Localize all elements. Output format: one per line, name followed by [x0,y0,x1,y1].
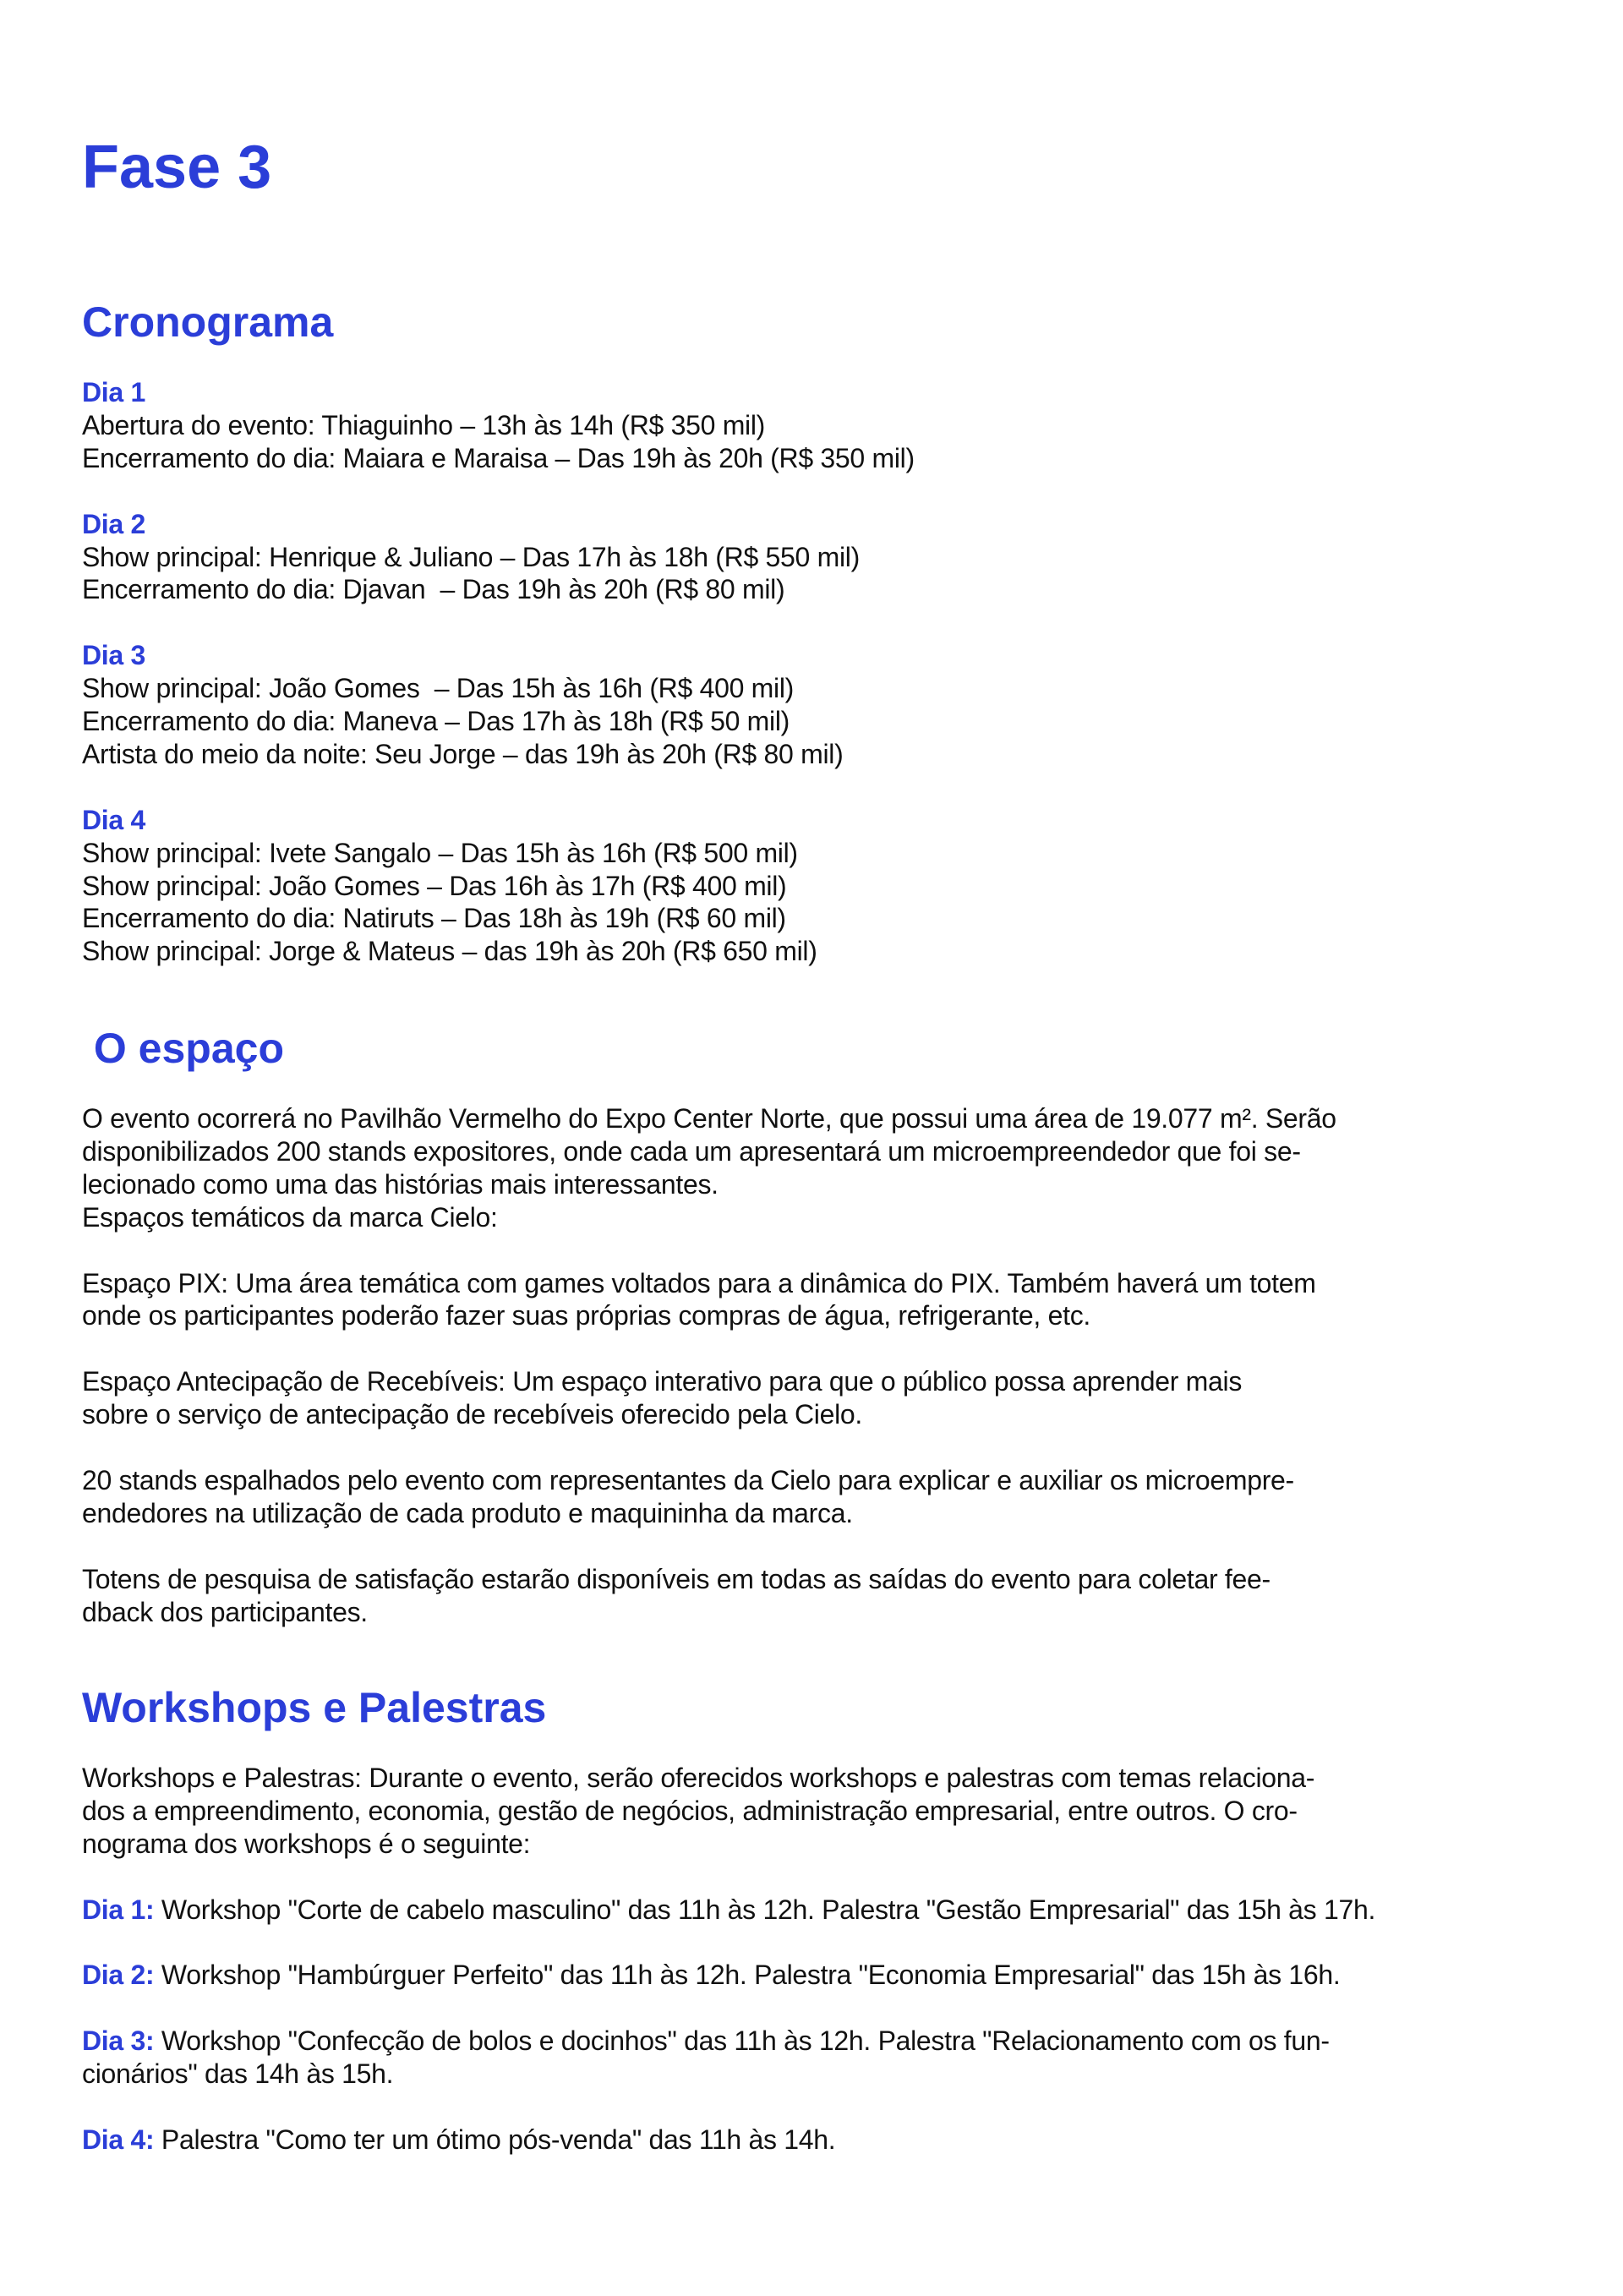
paragraph-line: Workshops e Palestras: Durante o evento, serão oferecidos workshops e palestras com temas relaciona- [82,1763,1315,1793]
paragraph-line: disponibilizados 200 stands expositores, onde cada um apresentará um microempreendedor que foi se- [82,1135,1301,1167]
workshop-text: Workshop "Hambúrguer Perfeito" das 11h às 12h. Palestra "Economia Empresarial" das 15h às 16h. [154,1960,1341,1991]
workshop-day-line [82,2124,1553,2157]
day-label: Dia 4: [82,2124,155,2155]
blank-line [82,1927,1553,1960]
schedule-item: Encerramento do dia: Djavan – Das 19h às 20h (R$ 80 mil) [82,574,785,605]
paragraph-line: dos a empreendimento, economia, gestão de negócios, administração empresarial, entre outros. O cro- [82,1795,1298,1826]
day-label: Dia 2 [82,508,145,539]
paragraph-line: dback dos participantes. [82,1596,368,1627]
day-label: Dia 3: [82,2025,155,2057]
cronograma-schedule [82,376,1553,968]
paragraph-line [82,1332,1553,1365]
paragraph-line: Espaço Antecipação de Recebíveis: Um espaço interativo para que o público possa aprender mais [82,1366,1243,1397]
schedule-item: Show principal: Henrique & Juliano – Das 17h às 18h (R$ 550 mil) [82,541,860,572]
blank-line [82,606,1553,639]
day-label: Dia 1: [82,1894,155,1925]
page-title: Fase 3 [82,134,272,201]
day-label: Dia 3 [82,640,145,671]
paragraph-line [82,1431,1553,1464]
paragraph-line [82,1234,1553,1267]
schedule-item: Encerramento do dia: Maiara e Maraisa – Das 19h às 20h (R$ 350 mil) [82,442,915,473]
schedule-item: Artista do meio da noite: Seu Jorge – das 19h às 20h (R$ 80 mil) [82,738,844,769]
schedule-item: Encerramento do dia: Natiruts – Das 18h às 19h (R$ 60 mil) [82,903,786,934]
paragraph-line: onde os participantes poderão fazer suas próprias compras de água, refrigerante, etc. [82,1300,1090,1331]
paragraph-line: lecionado como uma das histórias mais interessantes. [82,1168,719,1200]
paragraph-line: sobre o serviço de antecipação de recebíveis oferecido pela Cielo. [82,1399,862,1430]
paragraph-line: nograma dos workshops é o seguinte: [82,1828,531,1859]
paragraph-line: O evento ocorrerá no Pavilhão Vermelho do Expo Center Norte, que possui uma área de 19.077 m². Serão [82,1103,1336,1134]
blank-line [82,475,1553,508]
workshop-text: cionários" das 14h às 15h. [82,2058,394,2090]
paragraph-line: Espaços temáticos da marca Cielo: [82,1201,498,1233]
day-label: Dia 2: [82,1960,155,1991]
workshops-text [82,1762,1553,2157]
workshop-text: Palestra "Como ter um ótimo pós-venda" das 11h às 14h. [154,2124,836,2155]
espaco-heading: O espaço [82,1025,284,1072]
cronograma-heading: Cronograma [82,298,334,346]
workshop-text: Workshop "Corte de cabelo masculino" das 11h às 12h. Palestra "Gestão Empresarial" das 15h às 17h. [154,1894,1376,1925]
blank-line [82,1992,1553,2025]
schedule-item: Show principal: Jorge & Mateus – das 19h às 20h (R$ 650 mil) [82,936,817,967]
workshop-text: Workshop "Confecção de bolos e docinhos" das 11h às 12h. Palestra "Relacionamento com os fun- [154,2025,1330,2057]
workshop-day-line [82,1959,1553,1992]
paragraph-line: 20 stands espalhados pelo evento com representantes da Cielo para explicar e auxiliar os microempre- [82,1464,1294,1495]
workshop-day-line [82,2058,1553,2091]
blank-line [82,771,1553,804]
blank-line [82,2091,1553,2124]
schedule-item: Encerramento do dia: Maneva – Das 17h às 18h (R$ 50 mil) [82,706,790,737]
paragraph-line: Totens de pesquisa de satisfação estarão disponíveis em todas as saídas do evento para coletar fee- [82,1563,1271,1594]
blank-line [82,1861,1553,1894]
day-label: Dia 4 [82,804,145,835]
paragraph-line: Espaço PIX: Uma área temática com games voltados para a dinâmica do PIX. Também haverá um totem [82,1267,1316,1298]
paragraph-line: endedores na utilização de cada produto e maquininha da marca. [82,1497,853,1528]
paragraph-line [82,1530,1553,1563]
schedule-item: Show principal: Ivete Sangalo – Das 15h às 16h (R$ 500 mil) [82,837,798,868]
workshop-day-line [82,1894,1553,1927]
day-label: Dia 1 [82,377,145,407]
schedule-item: Abertura do evento: Thiaguinho – 13h às 14h (R$ 350 mil) [82,409,766,440]
schedule-item: Show principal: João Gomes – Das 16h às 17h (R$ 400 mil) [82,870,787,901]
schedule-item: Show principal: João Gomes – Das 15h às 16h (R$ 400 mil) [82,673,794,704]
workshop-day-line [82,2025,1553,2058]
workshops-heading: Workshops e Palestras [82,1684,547,1731]
espaco-text [82,1102,1553,1628]
